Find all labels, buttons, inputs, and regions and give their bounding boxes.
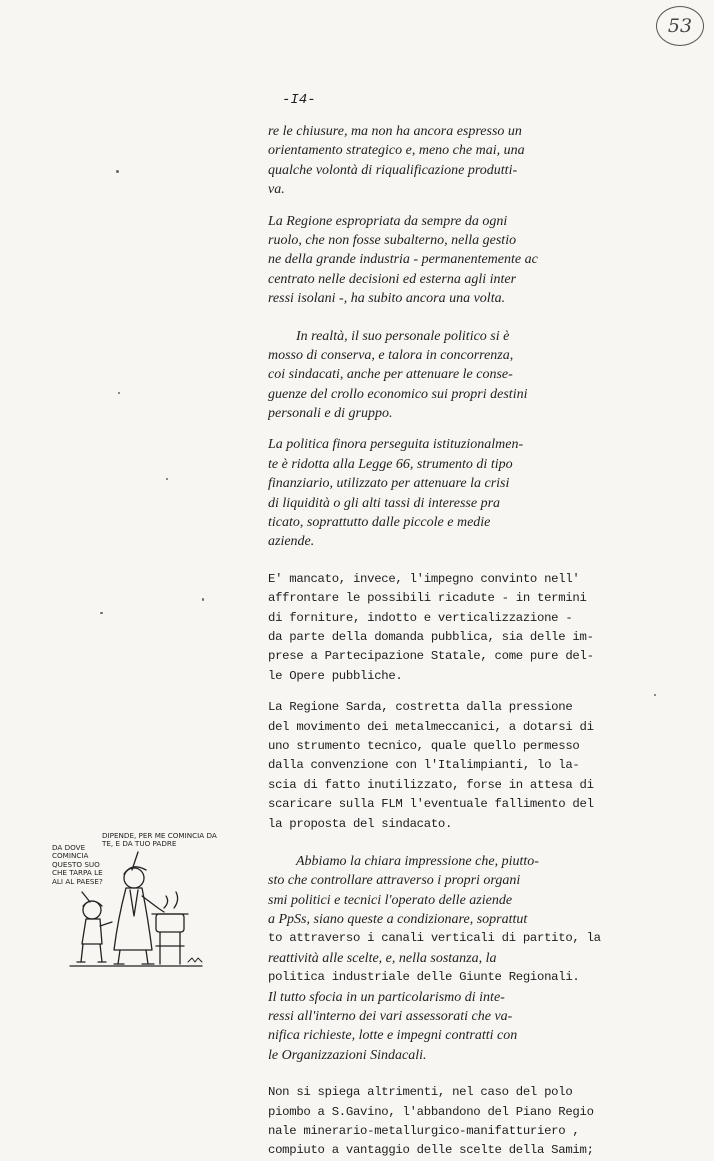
text-line: centrato nelle decisioni ed esterna agli inter xyxy=(268,271,517,287)
text-line: le Organizzazioni Sindacali. xyxy=(268,1047,427,1063)
text-line: smi politici e tecnici l'operato delle aziende xyxy=(268,892,513,908)
text-line: nifica richieste, lotte e impegni contratti con xyxy=(268,1028,518,1044)
text-line: compiuto a vantaggio delle scelte della Samim; xyxy=(268,1143,594,1158)
scan-speck xyxy=(118,392,120,394)
paragraph xyxy=(268,698,608,834)
text-line: politica industriale delle Giunte Regionali. xyxy=(268,970,580,985)
page-folio: -I4- xyxy=(282,92,316,108)
text-line: te è ridotta alla Legge 66, strumento di tipo xyxy=(268,456,513,472)
cartoon-bubble-left: DA DOVE COMINCIA QUESTO SUO CHE TARPA LE ALI AL PAESE? xyxy=(52,843,103,886)
text-line: affrontare le possibili ricadute - in termini xyxy=(268,591,587,606)
text-line: Abbiamo la chiara impressione che, piutto- xyxy=(296,853,539,869)
text-line: reattività alle scelte, e, nella sostanza, la xyxy=(268,950,497,966)
text-line: Non si spiega altrimenti, nel caso del polo xyxy=(268,1085,573,1100)
text-line: aziende. xyxy=(268,534,315,550)
scan-speck xyxy=(202,598,204,601)
text-line: ruolo, che non fosse subalterno, nella gestio xyxy=(268,232,517,248)
text-line: In realtà, il suo personale politico si è xyxy=(296,328,510,344)
paragraph-gap xyxy=(268,309,608,327)
text-line: E' mancato, invece, l'impegno convinto nell' xyxy=(268,571,580,586)
text-line: to attraverso i canali verticali di partito, la xyxy=(268,931,601,946)
paragraph xyxy=(268,570,608,686)
text-line: personali e di gruppo. xyxy=(268,406,393,422)
cartoon-drawing xyxy=(52,826,220,976)
text-line: La politica finora perseguita istituzionalmen- xyxy=(268,437,524,453)
paragraph xyxy=(268,852,608,1065)
text-line: re le chiusure, ma non ha ancora espresso un xyxy=(268,124,522,139)
text-line: dalla convenzione con l'Italimpianti, lo la- xyxy=(268,758,580,773)
page-number: 53 xyxy=(667,15,693,37)
paragraph-gap xyxy=(268,686,608,698)
text-line: Il tutto sfocia in un particolarismo di inte- xyxy=(268,989,505,1005)
text-line: sto che controllare attraverso i propri organi xyxy=(268,873,521,889)
text-line: del movimento dei metalmeccanici, a dotarsi di xyxy=(268,719,594,734)
cartoon-bubble-right: DIPENDE, PER ME COMINCIA DA TE, E DA TUO PADRE xyxy=(102,831,217,849)
text-line: guenze del crollo economico sui propri destini xyxy=(268,386,528,402)
scan-speck xyxy=(100,612,103,614)
text-line: uno strumento tecnico, quale quello permesso xyxy=(268,738,580,753)
scan-speck xyxy=(116,170,119,173)
paragraph xyxy=(268,327,608,424)
text-line: piombo a S.Gavino, l'abbandono del Piano Regio xyxy=(268,1104,594,1119)
text-line: scaricare sulla FLM l'eventuale fallimento del xyxy=(268,797,594,812)
scan-speck xyxy=(654,694,656,696)
text-line: va. xyxy=(268,182,285,198)
text-line: La Regione Sarda, costretta dalla pressione xyxy=(268,700,573,715)
text-line: scia di fatto inutilizzato, forse in attesa di xyxy=(268,777,594,792)
text-line: le Opere pubbliche. xyxy=(268,668,403,683)
text-line: da parte della domanda pubblica, sia delle im- xyxy=(268,629,594,644)
text-line: di forniture, indotto e verticalizzazione - xyxy=(268,610,573,625)
text-line: coi sindacati, anche per attenuare le conse- xyxy=(268,367,513,383)
text-line: ne della grande industria - permanentemente ac xyxy=(268,252,538,268)
cartoon xyxy=(52,826,220,976)
text-line: ressi isolani -, ha subito ancora una volta. xyxy=(268,291,506,307)
text-line: orientamento strategico e, meno che mai, una xyxy=(268,143,525,159)
scan-speck xyxy=(166,478,168,480)
paragraph-gap xyxy=(268,423,608,435)
paragraph xyxy=(268,122,608,200)
page-number-circle xyxy=(656,6,704,46)
paragraph-gap xyxy=(268,1065,608,1083)
text-line: finanziario, utilizzato per attenuare la crisi xyxy=(268,476,510,492)
text-line: la proposta del sindacato. xyxy=(268,816,453,831)
paragraph xyxy=(268,212,608,309)
text-line: ticato, soprattutto dalle piccole e medie xyxy=(268,515,491,531)
text-line: a PpSs, siano queste a condizionare, soprattut xyxy=(268,912,528,928)
text-line: nale minerario-metallurgico-manifatturiero , xyxy=(268,1123,580,1138)
paragraph-gap xyxy=(268,834,608,852)
text-line: qualche volontà di riqualificazione produtti- xyxy=(268,162,518,178)
text-line: di liquidità o gli alti tassi di interesse pra xyxy=(268,495,501,511)
paragraph-gap xyxy=(268,552,608,570)
paragraph xyxy=(268,1083,608,1161)
paragraph-gap xyxy=(268,200,608,212)
text-line: La Regione espropriata da sempre da ogni xyxy=(268,213,508,229)
text-line: ressi all'interno dei vari assessorati che va- xyxy=(268,1009,513,1025)
text-line: prese a Partecipazione Statale, come pure del- xyxy=(268,649,594,664)
text-column xyxy=(268,122,608,1161)
paragraph xyxy=(268,435,608,551)
text-line: mosso di conserva, e talora in concorrenza, xyxy=(268,347,514,363)
